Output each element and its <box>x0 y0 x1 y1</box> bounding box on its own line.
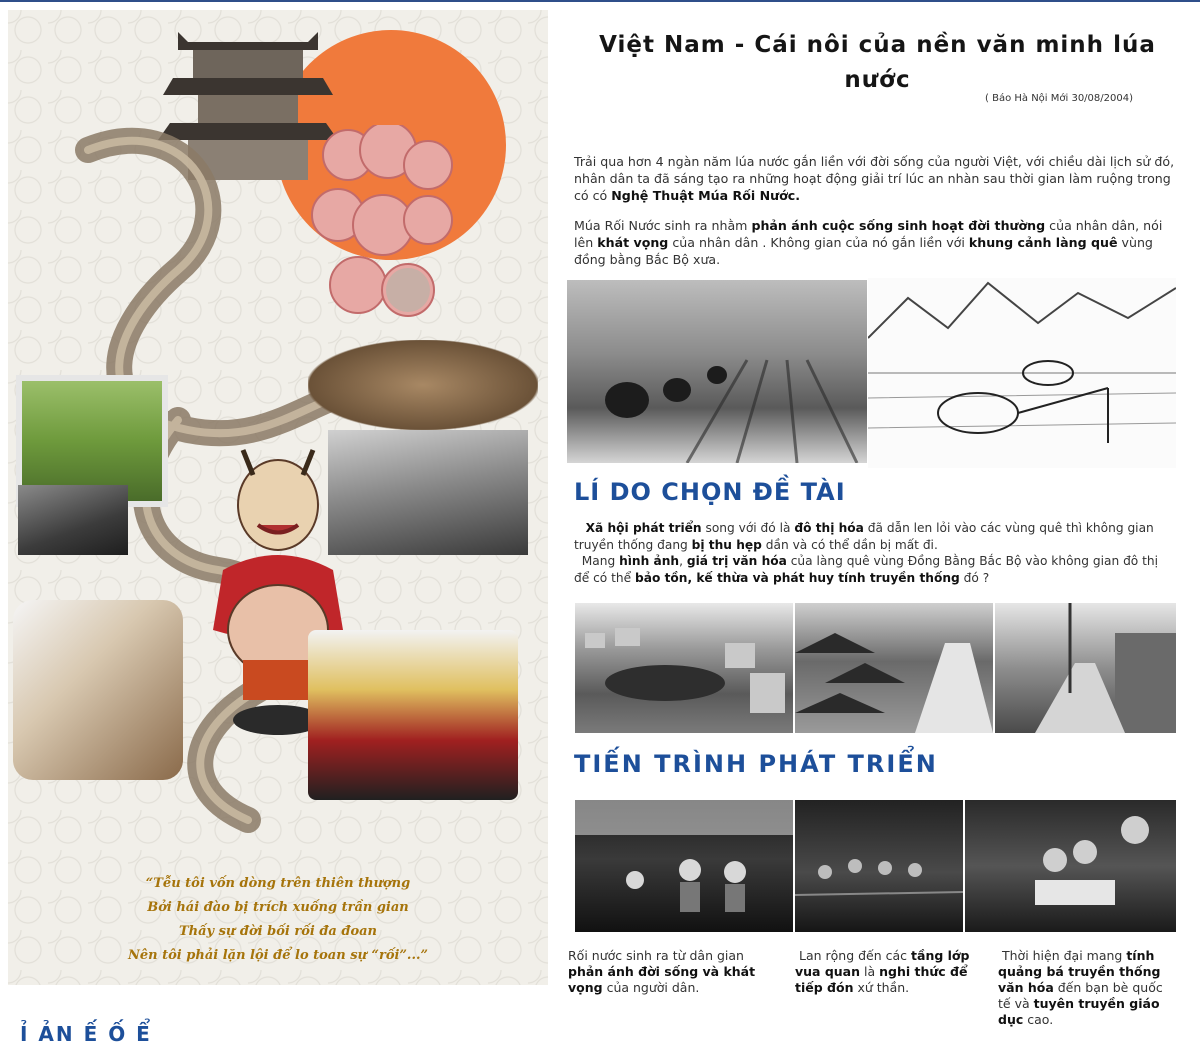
artisan-carving-photo <box>13 600 183 780</box>
top-rule <box>0 0 1200 2</box>
village-lane-photo <box>995 603 1176 733</box>
poem-line: Nên tôi phải lặn lội để lo toan sự “rối”...” <box>128 948 428 963</box>
caption-folk-origin: Rối nước sinh ra từ dân gian phản ánh đời sống và khát vọng của người dân. <box>568 948 756 995</box>
poem-line: “Tễu tôi vốn dòng trên thiên thượng <box>145 876 411 891</box>
puppet-stage-photo <box>308 630 518 800</box>
buffalo-sketch <box>868 278 1176 468</box>
puppets-modern-photo <box>965 800 1176 932</box>
article-title: Việt Nam - Cái nôi của nền văn minh lúa nước <box>599 32 1156 93</box>
caption-modern-era: Thời hiện đại mang tính quảng bá truyền thống văn hóa đến bạn bè quốc tế và tuyên truyền giáo dục cao. <box>998 948 1163 1027</box>
intro-paragraph-1: Trải qua hơn 4 ngàn năm lúa nước gắn liền với đời sống của người Việt, với chiều dài lịch sử đó, nhân dân ta đã sáng tạo ra những hoạt động giải trí lúc an nhàn sau thời gian làm ruộng trong có có Nghệ Thuật Múa Rối Nước. <box>574 154 1175 203</box>
buffalo-photo <box>18 485 128 555</box>
caption-royal-spread: Lan rộng đến các tầng lớp vua quan là nghi thức để tiếp đón xứ thần. <box>795 948 970 995</box>
article-source: ( Báo Hà Nội Mới 30/08/2004) <box>985 93 1133 104</box>
artwork-panel <box>8 10 548 985</box>
rice-planting-photo <box>567 280 867 463</box>
reason-paragraph-1: Xã hội phát triển song với đó là đô thị hóa đã dẫn len lỏi vào các vùng quê thì không gian truyền thống đang bị thu hẹp dần và có thể dần bị mất đi. <box>574 521 1154 552</box>
festival-photo <box>328 430 528 555</box>
city-aerial-photo <box>575 603 793 733</box>
progress-heading: TIẾN TRÌNH PHÁT TRIỂN <box>574 750 938 778</box>
teu-poem <box>128 875 428 971</box>
village-roofs-photo <box>795 603 993 733</box>
poem-line: Bởi hái đào bị trích xuống trần gian <box>147 900 409 915</box>
intro-paragraph-2: Múa Rối Nước sinh ra nhằm phản ánh cuộc sống sinh hoạt đời thường của nhân dân, nói lên khát vọng của nhân dân . Không gian của nó gắn liền với khung cảnh làng quê vùng đồng bằng Bắc Bộ xưa. <box>574 218 1163 267</box>
wood-carving <box>308 340 538 430</box>
puppets-royal-photo <box>795 800 963 932</box>
reason-heading: LÍ DO CHỌN ĐỀ TÀI <box>574 478 846 506</box>
poem-line: Thấy sự đời bối rối đa đoan <box>178 924 378 939</box>
puppets-traditional-photo <box>575 800 793 932</box>
bottom-heading-partial: Ỉ ẢN Ế Ố Ể <box>20 1022 152 1046</box>
reason-paragraph-2: Mang hình ảnh, giá trị văn hóa của làng quê vùng Đồng Bằng Bắc Bộ vào không gian đô thị để có thể bảo tồn, kế thừa và phát huy tính truyền thống đó ? <box>574 554 1159 585</box>
